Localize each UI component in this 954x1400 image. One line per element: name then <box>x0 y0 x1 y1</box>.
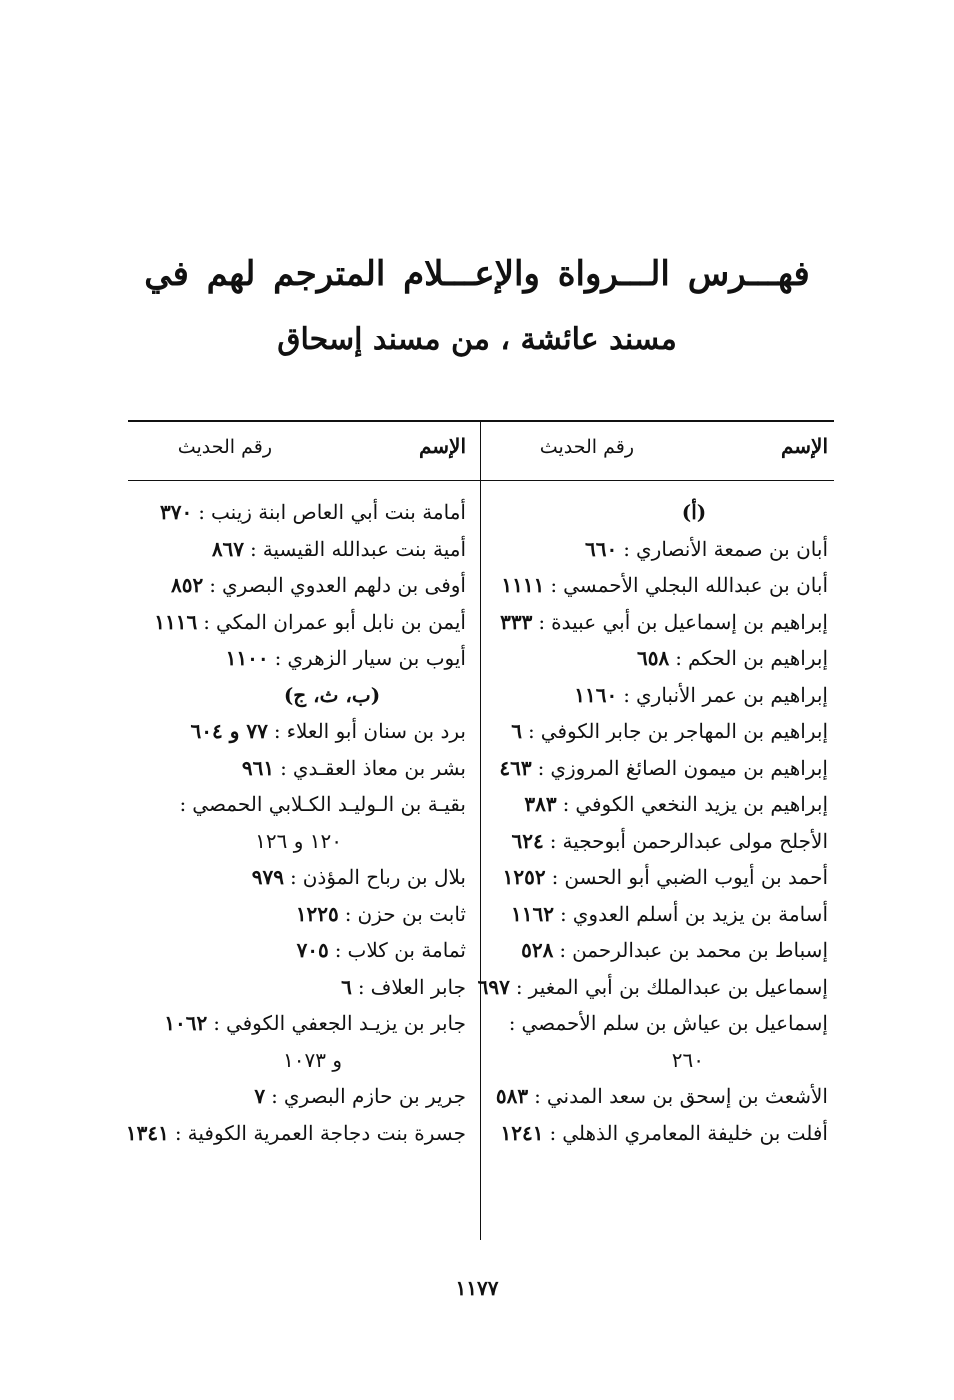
entry-name: أيمن بن نابل أبو عمران المكي <box>215 609 466 634</box>
entry-separator: : <box>528 719 535 743</box>
index-entry <box>494 896 834 933</box>
entry-name: إبراهيم بن عمر الأنباري <box>636 682 828 707</box>
entry-continuation: ٢٦٠ <box>671 1047 704 1072</box>
index-entry <box>494 932 834 969</box>
entry-hadith-number: ٦٦٠ <box>585 536 618 561</box>
entry-name: أبان بن عبدالله البجلي الأحمسي <box>563 573 828 597</box>
entry-separator: : <box>559 938 567 962</box>
entry-name: ثابت بن حزن <box>357 901 466 926</box>
index-entry <box>494 677 834 714</box>
entry-separator: : <box>209 573 216 597</box>
entry-separator: : <box>289 865 297 889</box>
index-entry <box>132 896 472 933</box>
entry-hadith-number: ٦٢٤ <box>511 828 544 853</box>
index-entry <box>494 786 834 823</box>
entry-name: الأجلح مولى عبدالرحمن أبوحجية <box>562 828 828 853</box>
entry-name: أسامة بن يزيد بن أسلم العدوي <box>572 901 828 926</box>
entry-separator: : <box>560 901 567 926</box>
index-entry <box>132 859 472 896</box>
index-entry <box>132 1005 472 1042</box>
entry-name: جابر العلاف <box>370 974 466 999</box>
index-entry <box>494 1115 834 1152</box>
entry-name: أوفى بن دلهم العدوي البصري <box>221 573 466 597</box>
entry-name: جرير بن حازم البصري <box>283 1084 466 1108</box>
entry-separator: : <box>179 792 187 816</box>
entry-list <box>477 480 834 1151</box>
entry-separator: : <box>623 682 631 707</box>
entry-hadith-number: ٩٧٩ <box>251 865 284 889</box>
entry-hadith-number: ١١٦٢ <box>511 901 555 926</box>
entry-name: بقيـة بن الـوليـد الكـلابي الحمصي <box>192 792 466 816</box>
index-entry <box>132 786 472 823</box>
header-name-label: الإسم <box>780 434 828 458</box>
index-entry <box>132 932 472 969</box>
index-entry <box>494 531 834 568</box>
index-entry <box>132 1078 472 1115</box>
header-number-label: رقم الحديث <box>539 436 634 458</box>
entry-hadith-number: ٨٥٢ <box>170 573 204 597</box>
entry-name: برد بن سنان أبو العلاء <box>286 719 466 743</box>
entry-separator: : <box>213 1011 220 1035</box>
entry-separator: : <box>203 609 210 634</box>
index-entry <box>494 567 834 604</box>
entry-name: أمامة بنت أبي العاص ابنة زينب <box>211 500 466 524</box>
page-number: ١١٧٧ <box>455 1276 499 1300</box>
entry-hadith-number: ٧٠٥ <box>296 938 329 962</box>
entry-separator: : <box>174 1120 182 1145</box>
entry-hadith-number: ٧٧ و ٦٠٤ <box>190 719 268 743</box>
entry-hadith-number: ٣٧٠ <box>160 500 193 524</box>
index-entry <box>132 750 472 787</box>
header-number-label: رقم الحديث <box>177 436 272 458</box>
index-entry <box>494 1005 834 1042</box>
entry-hadith-number: ٨٦٧ <box>211 536 245 561</box>
entry-hadith-number: ٥٢٨ <box>521 938 554 962</box>
index-entry <box>494 750 834 787</box>
entry-separator: : <box>675 646 682 670</box>
entry-hadith-number: ٧ <box>254 1084 266 1108</box>
index-entry <box>494 604 834 641</box>
entry-hadith-number: ٦٥٨ <box>636 646 670 670</box>
entry-hadith-number: ٣٣٣ <box>500 609 533 634</box>
entry-hadith-number: ٥٨٣ <box>495 1084 529 1108</box>
entry-name: جسرة بنت دجاجة العمرية الكوفية <box>187 1120 466 1145</box>
entry-separator: : <box>538 609 546 634</box>
entry-name: إبراهيم بن المهاجر بن جابر الكوفي <box>540 719 828 743</box>
entry-separator: : <box>280 755 287 780</box>
entry-name: أفلت بن خليفة المعامري الذهلي <box>562 1120 828 1145</box>
entry-hadith-number: ١١٠٠ <box>225 646 269 670</box>
entry-separator: : <box>273 719 281 743</box>
entry-name: إبراهيم بن إسماعيل بن أبي عبيدة <box>551 609 828 634</box>
entry-hadith-number: ٦٩٧ <box>477 974 510 999</box>
index-subtitle: مسند عائشة ، من مسند إسحاق <box>277 322 677 357</box>
entry-continuation: ١٢٠ و ١٢٦ <box>255 828 342 853</box>
index-entry <box>132 531 472 568</box>
entry-hadith-number: ١٢٥٢ <box>502 865 546 889</box>
index-title: فهـــرس الـــرواة والإعـــلام المترجم لهم في <box>144 254 810 294</box>
entry-continuation: و ١٠٧٣ <box>283 1047 342 1072</box>
index-entry <box>494 859 834 896</box>
entry-separator: : <box>623 536 631 561</box>
header-name-label: الإسم <box>418 434 466 458</box>
index-column-right <box>477 420 834 1151</box>
index-entry <box>494 640 834 677</box>
index-entry <box>132 604 472 641</box>
entry-name: أبان بن صمعة الأنصاري <box>636 536 828 561</box>
entry-separator: : <box>537 755 545 780</box>
entry-hadith-number: ٣٨٣ <box>524 792 557 816</box>
entry-name: ثمامة بن كلاب <box>347 938 466 962</box>
entry-separator: : <box>271 1084 278 1108</box>
index-entry <box>494 1078 834 1115</box>
entry-separator: : <box>515 974 523 999</box>
entry-separator: : <box>550 573 558 597</box>
entry-separator: : <box>334 938 342 962</box>
entry-name: إسباط بن محمد بن عبدالرحمن <box>572 938 828 962</box>
index-column-left <box>125 420 472 1151</box>
entry-hadith-number: ٦ <box>511 719 523 743</box>
entry-name: إبراهيم بن الحكم <box>687 646 828 670</box>
entry-list <box>125 480 472 1151</box>
entry-hadith-number: ١١١٦ <box>154 609 198 634</box>
index-entry <box>132 640 472 677</box>
entry-hadith-number: ١١١١ <box>501 573 545 597</box>
index-entry <box>477 969 834 1006</box>
entry-separator: : <box>549 1120 557 1145</box>
entry-hadith-number: ٦ <box>341 974 352 999</box>
entry-separator: : <box>508 1011 516 1035</box>
entry-separator: : <box>344 901 352 926</box>
column-header <box>494 420 834 480</box>
entry-separator: : <box>534 1084 541 1108</box>
letter-section-heading: (ب، ث، ج) <box>283 682 381 707</box>
entry-separator: : <box>562 792 570 816</box>
entry-name: إبراهيم بن ميمون الصائغ المروزي <box>550 755 828 780</box>
entry-separator: : <box>549 828 557 853</box>
entry-hadith-number: ٤٦٣ <box>499 755 532 780</box>
entry-name: إبراهيم بن يزيد النخعي الكوفي <box>575 792 828 816</box>
entry-separator: : <box>198 500 206 524</box>
column-header <box>132 420 472 480</box>
entry-separator: : <box>357 974 365 999</box>
index-entry <box>132 494 472 531</box>
entry-separator: : <box>250 536 257 561</box>
entry-hadith-number: ١٢٢٥ <box>295 901 339 926</box>
index-entry <box>125 1115 472 1152</box>
entry-name: بشر بن معاذ العقـدي <box>292 755 466 780</box>
letter-section-heading: (أ) <box>681 500 707 524</box>
entry-hadith-number: ١٢٤١ <box>500 1120 544 1145</box>
entry-hadith-number: ١١٦٠ <box>574 682 618 707</box>
index-entry <box>132 969 472 1006</box>
index-table <box>125 420 834 1240</box>
entry-name: جابر بن يزيـد الجعفي الكوفي <box>225 1011 466 1035</box>
entry-name: إسماعيل بن عياش بن سلم الأحمصي <box>521 1011 828 1035</box>
entry-name: أحمد بن أيوب الضبي أبو الحسن <box>564 865 828 889</box>
entry-name: أمية بنت عبدالله القيسية <box>262 536 466 561</box>
entry-name: إسماعيل بن عبدالملك بن أبي المغير <box>528 974 828 999</box>
entry-name: بلال بن رباح المؤذن <box>302 865 466 889</box>
entry-separator: : <box>274 646 282 670</box>
index-entry <box>132 713 472 750</box>
entry-name: الأشعث بن إسحق بن سعد المدني <box>546 1084 828 1108</box>
index-entry <box>494 823 834 860</box>
table-column-divider <box>480 420 481 1240</box>
entry-separator: : <box>551 865 559 889</box>
entry-hadith-number: ١٠٦٢ <box>164 1011 208 1035</box>
entry-hadith-number: ١٣٤١ <box>125 1120 169 1145</box>
index-entry <box>494 713 834 750</box>
entry-name: أيوب بن سيار الزهري <box>287 646 466 670</box>
entry-hadith-number: ٩٦١ <box>241 755 275 780</box>
index-entry <box>132 567 472 604</box>
